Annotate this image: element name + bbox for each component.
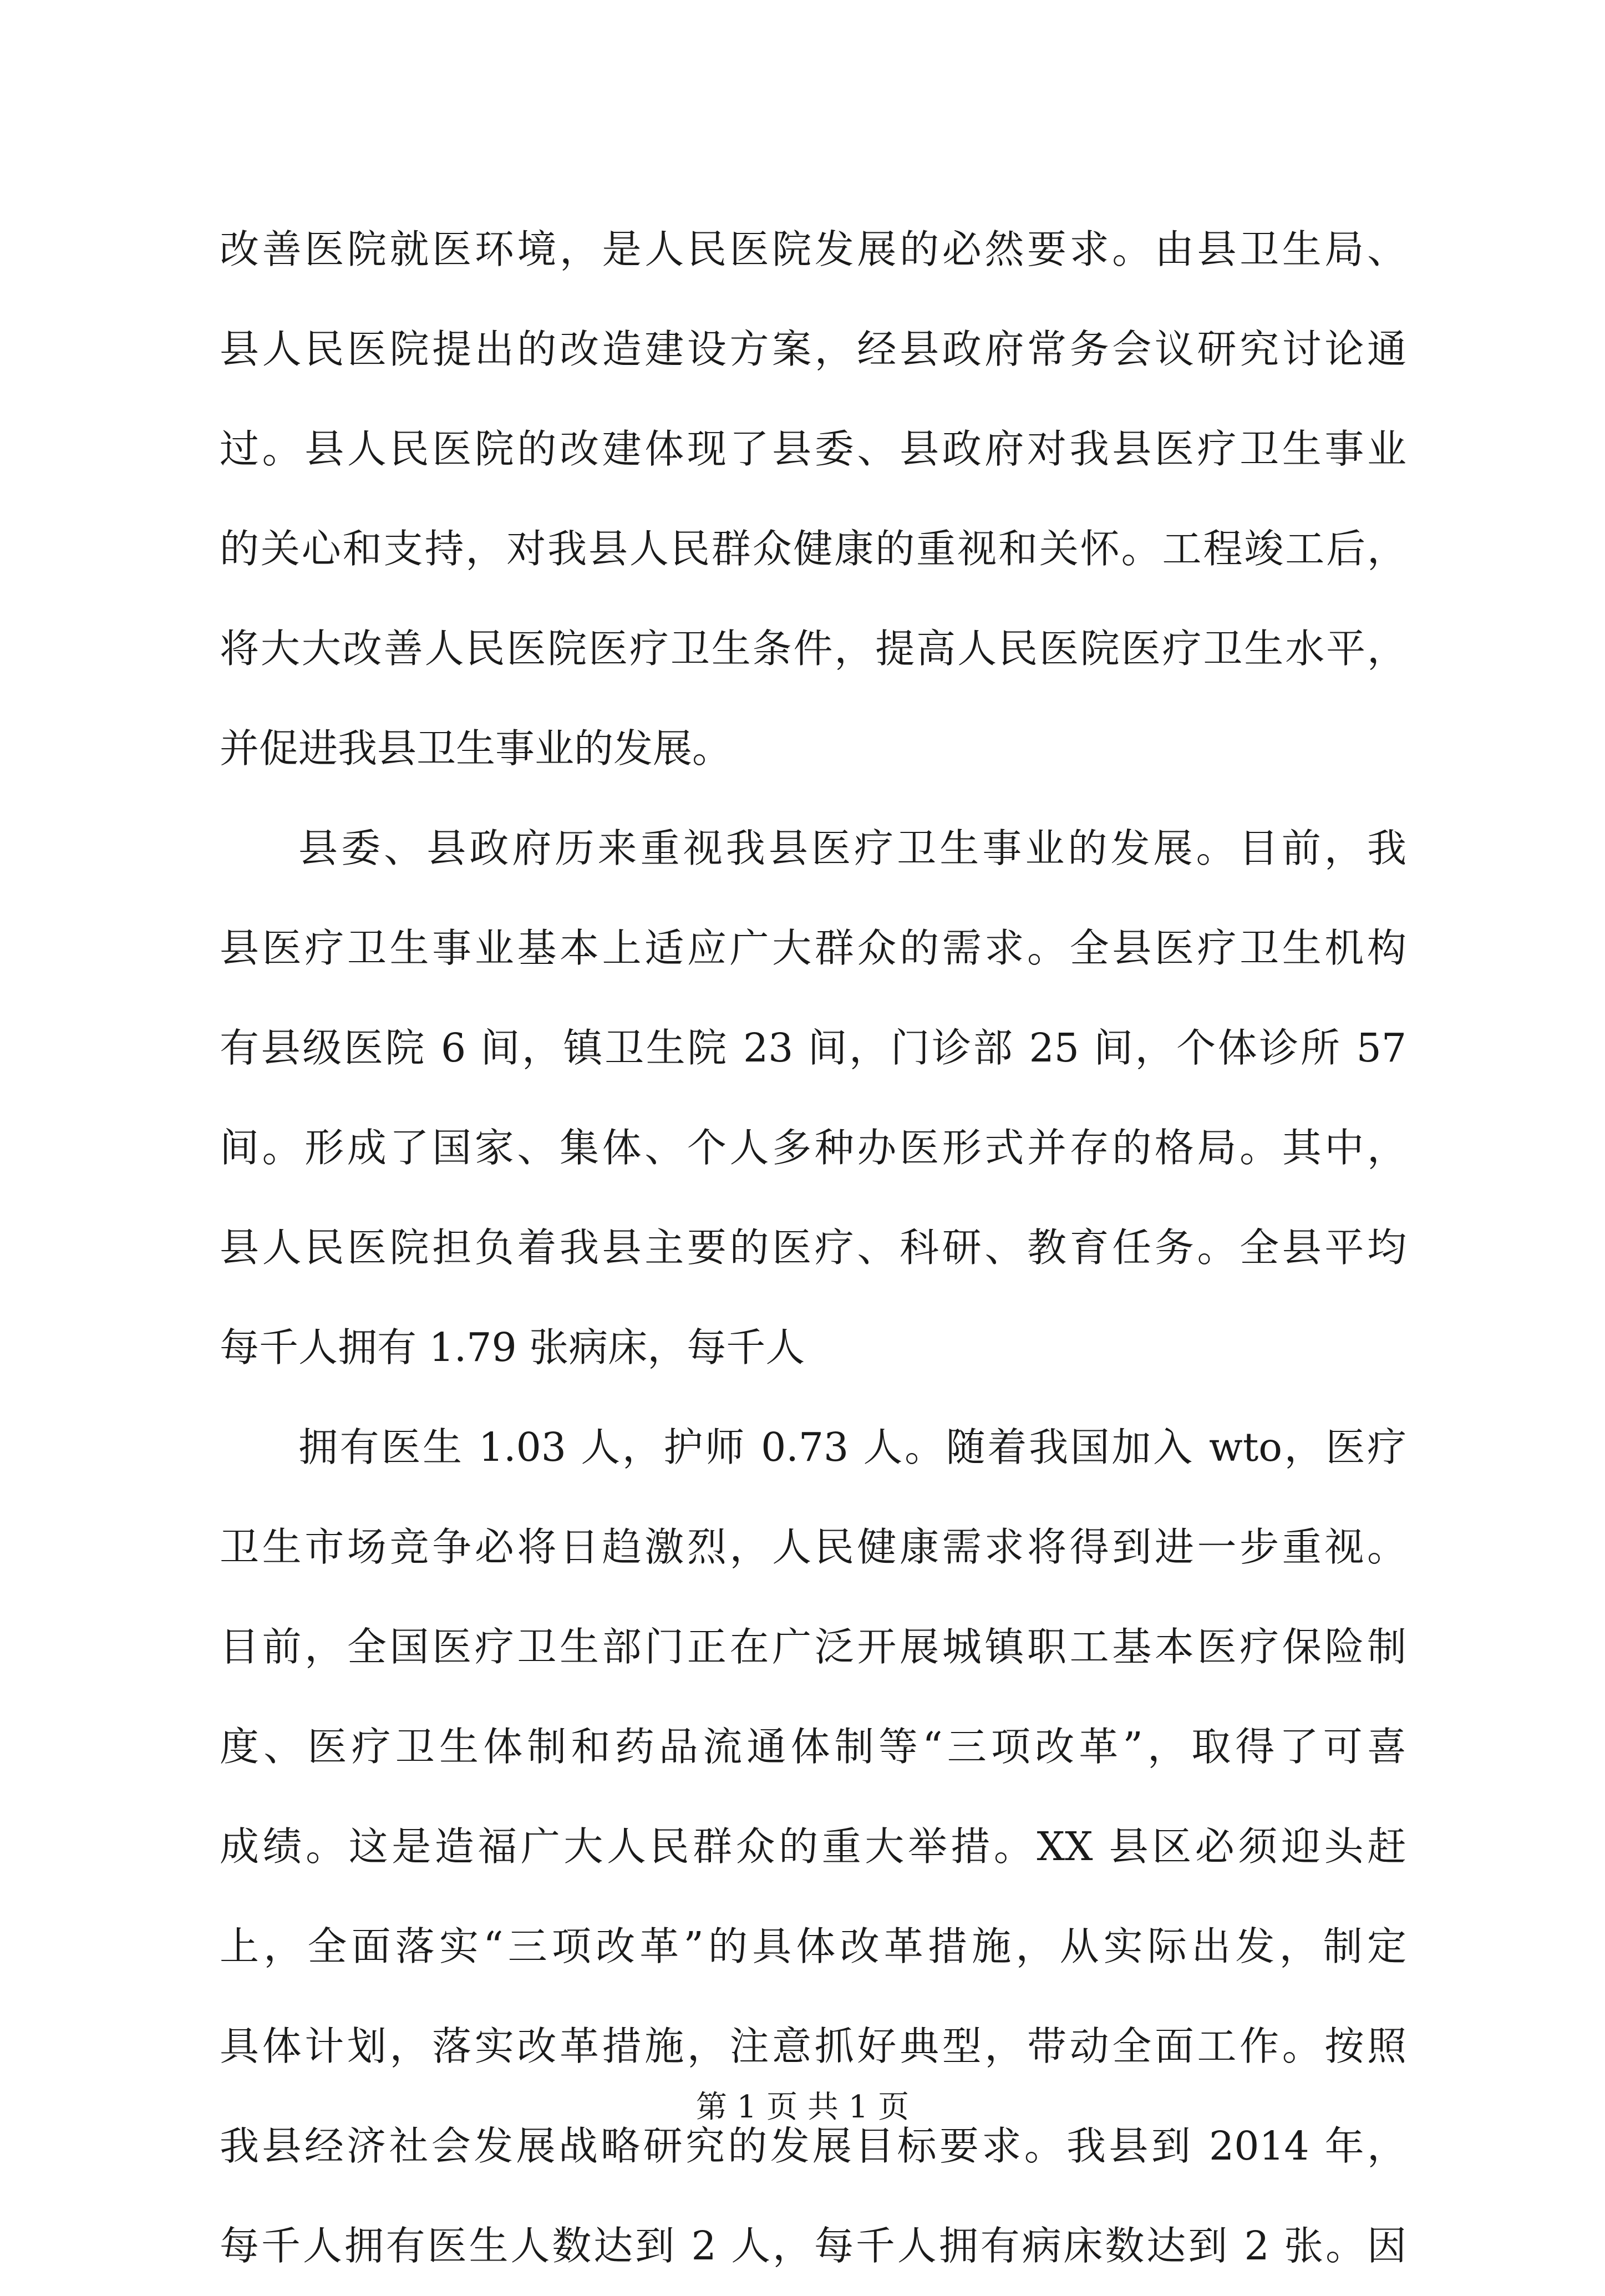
- text-line: 上，全面落实“三项改革”的具体改革措施，从实际出发，制定: [220, 1923, 1406, 1969]
- text-line: 县人民医院提出的改造建设方案，经县政府常务会议研究讨论通: [220, 326, 1406, 372]
- text-line: 县医疗卫生事业基本上适应广大群众的需求。全县医疗卫生机构: [220, 925, 1406, 971]
- text-line: 间。形成了国家、集体、个人多种办医形式并存的格局。其中，: [220, 1125, 1406, 1171]
- text-line: 将大大改善人民医院医疗卫生条件，提高人民医院医疗卫生水平，: [220, 626, 1406, 672]
- text-line: 县委、县政府历来重视我县医疗卫生事业的发展。目前，我: [298, 825, 1406, 871]
- text-line: 成绩。这是造福广大人民群众的重大举措。XX 县区必须迎头赶: [220, 1823, 1406, 1870]
- text-line: 有县级医院 6 间，镇卫生院 23 间，门诊部 25 间，个体诊所 57: [220, 1025, 1406, 1071]
- text-line: 县人民医院担负着我县主要的医疗、科研、教育任务。全县平均: [220, 1225, 1406, 1271]
- text-line: 具体计划，落实改革措施，注意抓好典型，带动全面工作。按照: [220, 2023, 1406, 2069]
- text-line: 拥有医生 1.03 人，护师 0.73 人。随着我国加入 wto，医疗: [298, 1424, 1406, 1470]
- text-line: 卫生市场竞争必将日趋激烈，人民健康需求将得到进一步重视。: [220, 1524, 1406, 1570]
- body-text: [220, 200, 1406, 2296]
- text-line: 的关心和支持，对我县人民群众健康的重视和关怀。工程竣工后，: [220, 526, 1406, 572]
- text-line: 每千人拥有医生人数达到 2 人，每千人拥有病床数达到 2 张。因: [220, 2223, 1406, 2269]
- text-line: 并促进我县卫生事业的发展。: [220, 725, 732, 771]
- text-line: 改善医院就医环境，是人民医院发展的必然要求。由县卫生局、: [220, 226, 1406, 272]
- page-number-label: 第 1 页 共 1 页: [695, 2089, 910, 2125]
- text-line: 每千人拥有 1.79 张病床，每千人: [220, 1324, 805, 1370]
- text-line: 度、医疗卫生体制和药品流通体制等“三项改革”，取得了可喜: [220, 1724, 1406, 1770]
- text-line: 过。县人民医院的改建体现了县委、县政府对我县医疗卫生事业: [220, 426, 1406, 472]
- text-line: 我县经济社会发展战略研究的发展目标要求。我县到 2014 年，: [220, 2123, 1406, 2169]
- page-footer: [0, 2085, 1605, 2130]
- text-line: 目前，全国医疗卫生部门正在广泛开展城镇职工基本医疗保险制: [220, 1624, 1406, 1670]
